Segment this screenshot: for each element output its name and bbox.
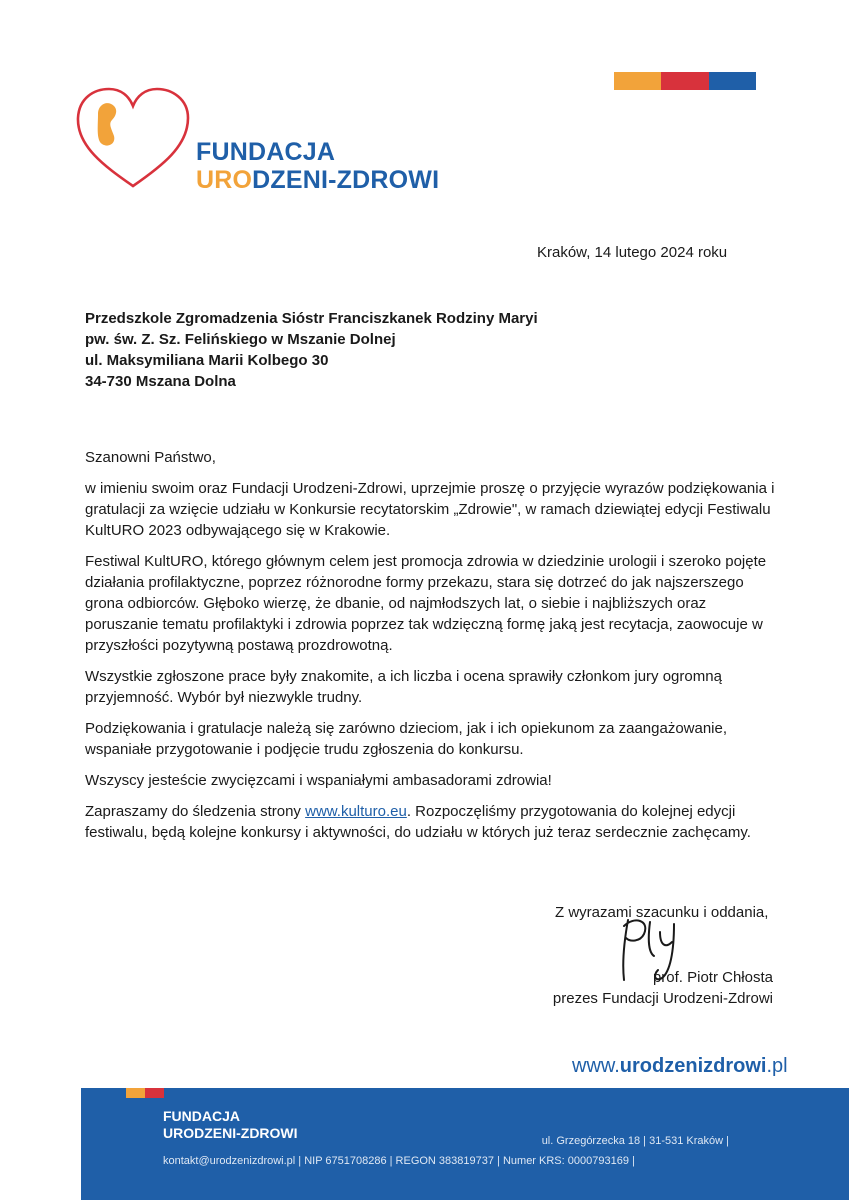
letter-body [85,478,775,853]
logo-line-2 [196,168,439,193]
address-line: ul. Maksymiliana Marii Kolbego 30 [85,352,329,369]
brand-color-strip [614,72,756,90]
footer-org-name [163,1108,298,1142]
address-line: 34-730 Mszana Dolna [85,373,236,390]
paragraph: Festiwal KultURO, którego głównym celem jest promocja zdrowia w dziedzinie urologii i szeroko pojęte działania profilaktyczne, poprzez różnorodne formy przekazu, stara się dotrzeć do jak najszerszego grona odbiorców. Głęboko wierzę, że dbanie, od najmłodszych lat, o siebie i najbliższych oraz poruszanie tematu profilaktyki i zdrowia poprzez tak wdzięczną formę jaką jest recytacja, zaowocuje w przyszłości pozytywną postawą prozdrowotną. [85,553,767,654]
salutation: Szanowni Państwo, [85,449,216,466]
paragraph: Wszystkie zgłoszone prace były znakomite, a ich liczba i ocena sprawiły członkom jury ogromną przyjemność. Wybór był niezwykle trudny. [85,668,722,706]
logo-accent: URO [196,166,253,194]
paragraph: w imieniu swoim oraz Fundacji Urodzeni-Zdrowi, uprzejmie proszę o przyjęcie wyrazów podziękowania i gratulacji za wzięcie udziału w Konkursie recytatorskim „Zdrowie", w ramach dziewiątej edycji Festiwalu KultURO 2023 odbywającego się w Krakowie. [85,480,775,539]
kulturo-link[interactable]: www.kulturo.eu [305,803,407,820]
closing-line: Z wyrazami szacunku i oddania, [555,904,769,921]
website-link[interactable] [572,1055,788,1078]
paragraph-text: . Rozpoczęliśmy przygotowania do kolejnej edycji festiwalu, będą kolejne konkursy i aktywności, do udziału w których już teraz serdecznie zachęcamy. [85,803,751,841]
recipient-address [85,308,538,392]
signer-name: prof. Piotr Chłosta [652,969,773,986]
strip-orange [614,72,661,90]
footer-contact: kontakt@urodzenizdrowi.pl | NIP 6751708286 | REGON 383819737 | Numer KRS: 0000793169 | [163,1155,635,1167]
footer-band [81,1088,849,1200]
logo-wordmark [196,140,439,193]
paragraph: Wszyscy jesteście zwycięzcami i wspaniałymi ambasadorami zdrowia! [85,772,552,789]
signer-role: prezes Fundacji Urodzeni-Zdrowi [552,990,773,1007]
paragraph: Podziękowania i gratulacje należą się zarówno dzieciom, jak i ich opiekunom za zaangażowanie, wspaniałe przygotowanie i podjęcie trudu zgłoszenia do konkursu. [85,720,728,758]
logo-line-1: FUNDACJA [196,138,336,166]
footer-accent-orange [126,1088,145,1098]
strip-blue [709,72,756,90]
footer-accent-strip [126,1088,164,1098]
footer-org-line: URODZENI-ZDROWI [163,1125,298,1141]
logo-rest: DZENI-ZDROWI [252,166,440,194]
address-line: Przedszkole Zgromadzenia Sióstr Franciszkanek Rodziny Maryi [85,310,538,327]
website-bold: urodzenizdrowi [619,1055,767,1077]
strip-red [661,72,708,90]
paragraph [85,801,775,843]
paragraph-text: Zapraszamy do śledzenia strony [85,803,306,820]
letter-date: Kraków, 14 lutego 2024 roku [537,244,728,261]
footer-accent-red [145,1088,164,1098]
website-suffix: .pl [766,1055,788,1077]
footer-address: ul. Grzegórzecka 18 | 31-531 Kraków | [541,1135,729,1147]
signer-block [548,967,773,1009]
address-line: pw. św. Z. Sz. Felińskiego w Mszanie Dolnej [85,331,396,348]
website-prefix: www. [572,1055,620,1077]
heart-kidney-logo-icon [74,86,192,192]
footer-org-line: FUNDACJA [163,1108,240,1124]
